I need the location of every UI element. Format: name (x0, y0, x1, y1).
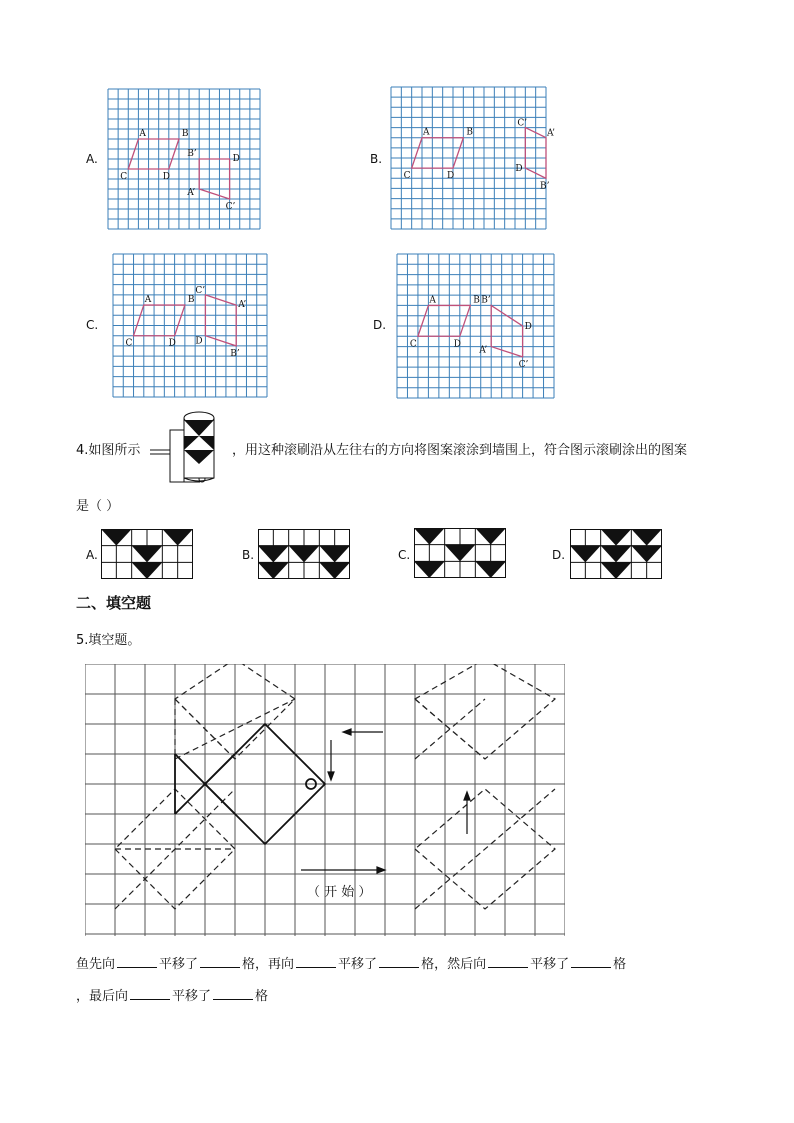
q4-option-b-pattern (258, 529, 350, 579)
roller-brush-icon (148, 410, 230, 492)
q4-text-line2: 是（ ） (76, 499, 120, 514)
label-b2: B’ (187, 149, 197, 159)
parallelogram-abcd (128, 139, 179, 169)
q5-line-2: ，最后向 平移了 格 (76, 989, 269, 1004)
rotated-image (491, 305, 522, 356)
label-c: C (409, 339, 417, 350)
q4-option-a-pattern (101, 529, 193, 579)
parallelogram-abcd (418, 305, 470, 336)
parallelogram-abcd (134, 305, 185, 336)
q4-text-before: 4.如图所示 (76, 443, 141, 458)
label-d: D (162, 172, 171, 182)
option-a-grid (108, 89, 260, 229)
label-a: A (139, 129, 146, 139)
option-d-letter: D. (373, 318, 387, 332)
label-b: B (181, 129, 189, 139)
q4-option-d-pattern (570, 529, 662, 579)
label-a: A (144, 295, 152, 306)
fish-translation-grid (85, 664, 565, 938)
label-b2: B’ (481, 295, 491, 306)
q4-option-c-letter: C. (398, 548, 411, 562)
blank-2[interactable] (200, 955, 240, 968)
label-b: B (187, 295, 195, 306)
label-d: D (447, 171, 455, 182)
rotated-image (205, 295, 236, 346)
blank-3[interactable] (296, 955, 336, 968)
parallelogram-abcd (412, 138, 464, 168)
blank-4[interactable] (379, 955, 419, 968)
blank-6[interactable] (571, 955, 611, 968)
option-a-letter: A. (86, 152, 98, 166)
q5-title: 5.填空题。 (76, 633, 141, 648)
label-c: C (403, 171, 411, 182)
q4-option-a-letter: A. (86, 548, 98, 562)
label-b2: B’ (540, 181, 550, 192)
label-d2: D (232, 154, 240, 164)
section-heading: 二、填空题 (76, 594, 152, 612)
label-d2: D (524, 322, 532, 332)
label-a2: A’ (479, 345, 488, 356)
option-c-grid (113, 254, 267, 397)
label-b2: B’ (230, 348, 240, 359)
label-c: C (125, 338, 133, 349)
blank-5[interactable] (488, 955, 528, 968)
option-b-grid (391, 87, 556, 229)
q4-option-c-pattern (414, 528, 506, 578)
blank-7[interactable] (130, 987, 170, 1000)
label-c: C (120, 172, 128, 182)
label-a: A (423, 127, 430, 138)
label-b: B (473, 295, 480, 306)
label-a2: A’ (238, 300, 247, 311)
label-a2: A’ (187, 188, 196, 198)
label-d2: D (515, 164, 523, 175)
q4-text-after: ，用这种滚刷沿从左往右的方向将图案滚涂到墙围上，符合图示滚刷涂出的图案 (232, 443, 688, 458)
option-b-letter: B. (370, 152, 383, 166)
label-a: A (429, 295, 436, 306)
label-c2: C’ (517, 118, 528, 129)
option-c-letter: C. (86, 318, 99, 332)
label-b: B (466, 127, 473, 138)
label-c2: C’ (225, 202, 236, 212)
blank-8[interactable] (213, 987, 253, 1000)
q4-option-b-letter: B. (242, 548, 255, 562)
blank-1[interactable] (117, 955, 157, 968)
q4-option-d-letter: D. (552, 548, 566, 562)
option-d-grid (397, 254, 554, 398)
q5-line-1: 鱼先向 平移了 格，再向 平移了 格，然后向 平移了 格 (76, 957, 627, 972)
label-d: D (453, 339, 462, 350)
label-d2: D (195, 336, 203, 347)
label-d: D (168, 338, 176, 349)
label-c2: C’ (518, 359, 529, 370)
label-c2: C’ (195, 285, 206, 296)
start-label: （ 开 始 ） (307, 885, 372, 900)
label-a2: A’ (547, 128, 556, 139)
